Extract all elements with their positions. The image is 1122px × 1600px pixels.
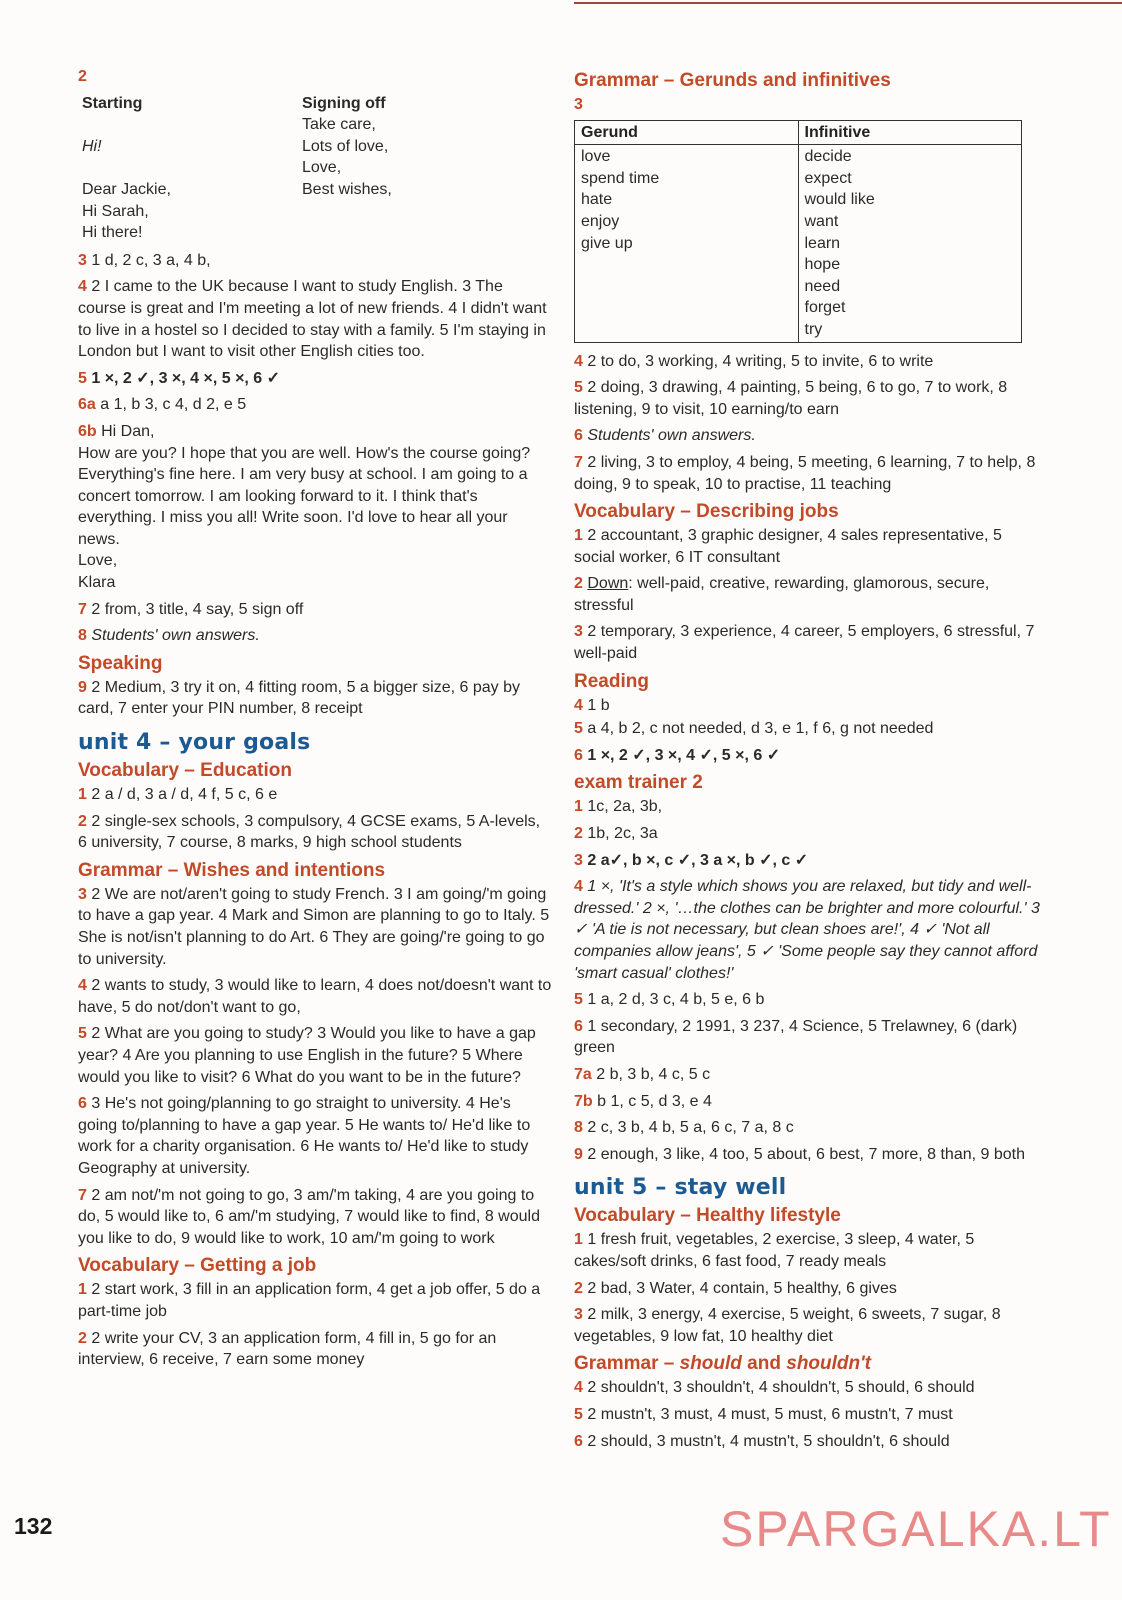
section-heading: Reading [574, 670, 649, 692]
unit-heading: unit 5 – stay well [574, 1175, 787, 1201]
letter-line: Klara [78, 574, 116, 592]
section-heading: Grammar – Wishes and intentions [78, 859, 386, 881]
answer: 6 2 should, 3 mustn't, 4 mustn't, 5 shouldn't, 6 should [574, 1432, 950, 1450]
greet-cell: Lots of love, [302, 137, 389, 155]
answer: 1 1 fresh fruit, vegetables, 2 exercise, 3 sleep, 4 water, 5 cakes/soft drinks, 6 fast food, 7 ready meals [574, 1231, 975, 1270]
page-number: 132 [14, 1513, 53, 1539]
letter-body: How are you? I hope that you are well. How's the course going? Everything's fine here. I am very busy at school. I am going to a concert tomorrow. I am looking forward to it. I think that's everything. I miss you all! Write soon. I'd love to hear all your news. [78, 444, 531, 548]
greet-cell: Take care, [302, 116, 376, 134]
answer: 3 2 milk, 3 energy, 4 exercise, 5 weight, 6 sweets, 7 sugar, 8 vegetables, 9 low fat, 10 healthy diet [574, 1306, 1001, 1345]
infinitive-header: Infinitive [798, 120, 1022, 145]
section-heading: Grammar – should and shouldn't [574, 1353, 871, 1375]
greet-cell: Dear Jackie, [82, 180, 171, 198]
section-heading: Vocabulary – Describing jobs [574, 501, 839, 523]
answer: 2 1b, 2c, 3a [574, 825, 658, 843]
answer: 5 a 4, b 2, c not needed, d 3, e 1, f 6, g not needed [574, 720, 934, 738]
answer: 5 1 a, 2 d, 3 c, 4 b, 5 e, 6 b [574, 991, 765, 1009]
greetings-table [82, 93, 553, 244]
answer: 4 1 ×, 'It's a style which shows you are relaxed, but tidy and well-dressed.' 2 ×, '…the clothes can be brighter and more colourful.' 3 ✓ 'A tie is not necessary, but clean shoes are!', 4 ✓ 'Not all companies allow jeans', 5 ✓ 'Some people say they cannot afford 'smart casual' clothes!' [574, 878, 1040, 982]
section-heading: Vocabulary – Getting a job [78, 1255, 317, 1277]
greet-cell [82, 114, 302, 136]
gerund-infinitive-table [574, 120, 1022, 343]
unit-heading: unit 4 – your goals [78, 730, 311, 756]
exercise-number: 3 [574, 96, 583, 113]
answer: 3 1 d, 2 c, 3 a, 4 b, [78, 251, 211, 269]
greet-cell [302, 222, 532, 244]
answer: 4 2 I came to the UK because I want to study English. 3 The course is great and I'm meeting a lot of new friends. 4 I didn't want to live in a hostel so I decided to stay with a family. 5 I'm staying in London but I want to visit other English cities too. [78, 278, 547, 361]
answer: 3 2 a✓, b ×, c ✓, 3 a ×, b ✓, c ✓ [574, 851, 809, 869]
answer: 6a a 1, b 3, c 4, d 2, e 5 [78, 396, 247, 414]
answer: 7a 2 b, 3 b, 4 c, 5 c [574, 1065, 711, 1083]
greet-cell [302, 201, 532, 223]
answer: 2 Down: well-paid, creative, rewarding, glamorous, secure, stressful [574, 575, 990, 614]
answer: 5 2 mustn't, 3 must, 4 must, 5 must, 6 mustn't, 7 must [574, 1405, 953, 1423]
starting-heading: Starting [82, 94, 143, 112]
answer: 4 1 b [574, 696, 610, 714]
section-heading: exam trainer 2 [574, 772, 703, 794]
answer: 1 2 a / d, 3 a / d, 4 f, 5 c, 6 e [78, 786, 278, 804]
answer: 9 2 enough, 3 like, 4 too, 5 about, 6 best, 7 more, 8 than, 9 both [574, 1145, 1025, 1163]
answer: 1 1c, 2a, 3b, [574, 798, 663, 816]
letter-line: Love, [78, 552, 118, 570]
section-heading: Vocabulary – Education [78, 760, 292, 782]
top-rule [574, 2, 1122, 4]
answer: 3 2 We are not/aren't going to study French. 3 I am going/'m going to have a gap year. 4 Mark and Simon are planning to go to Italy. 5 She is not/isn't planning to do Art. 6 They are going/'re going to go to university. [78, 885, 550, 968]
answer: 5 2 doing, 3 drawing, 4 painting, 5 being, 6 to go, 7 to work, 8 listening, 9 to visit, 10 earning/to earn [574, 379, 1008, 418]
gerund-header: Gerund [575, 120, 799, 145]
gerund-list: love spend time hate enjoy give up [575, 145, 799, 342]
section-heading: Speaking [78, 652, 163, 674]
right-column [574, 66, 1044, 1457]
exercise-number: 2 [78, 68, 87, 85]
answer: 5 2 What are you going to study? 3 Would you like to have a gap year? 4 Are you planning to use English in the future? 5 Where would you like to visit? 6 What do you want to be in the future? [78, 1025, 536, 1086]
answer: 9 2 Medium, 3 try it on, 4 fitting room, 5 a bigger size, 6 pay by card, 7 enter your PIN number, 8 receipt [78, 678, 520, 718]
greet-cell: Best wishes, [302, 180, 392, 198]
answer: 8 Students' own answers. [78, 627, 260, 645]
answer: 7 2 from, 3 title, 4 say, 5 sign off [78, 600, 304, 618]
greet-cell [82, 157, 302, 179]
watermark: SPARGALKA.LT [720, 1501, 1112, 1557]
answer: 1 2 accountant, 3 graphic designer, 4 sales representative, 5 social worker, 6 IT consultant [574, 527, 1002, 566]
answer: 8 2 c, 3 b, 4 b, 5 a, 6 c, 7 a, 8 c [574, 1119, 794, 1137]
answer: 7 2 am not/'m not going to go, 3 am/'m taking, 4 are you going to do, 5 would like to, 6 am/'m studying, 7 would like to find, 8 would you like to do, 9 would like to work, 10 am/'m going to work [78, 1186, 540, 1247]
infinitive-list: decide expect would like want learn hope need forget try [798, 145, 1022, 342]
section-heading: Vocabulary – Healthy lifestyle [574, 1205, 841, 1227]
answer: 4 2 to do, 3 working, 4 writing, 5 to invite, 6 to write [574, 352, 934, 370]
answer: 7b b 1, c 5, d 3, e 4 [574, 1092, 712, 1110]
answer: 6 Students' own answers. [574, 427, 756, 445]
answer: 3 2 temporary, 3 experience, 4 career, 5 employers, 6 stressful, 7 well-paid [574, 623, 1035, 663]
answer: 6 3 He's not going/planning to go straight to university. 4 He's going to/planning to have a gap year. 5 He wants to/ He'd like to work for a charity organisation. 6 He wants to/ He'd like to study Geography at university. [78, 1095, 531, 1177]
section-heading: Grammar – Gerunds and infinitives [574, 70, 891, 91]
greet-cell: Hi! [82, 137, 102, 155]
answer: 6 1 secondary, 2 1991, 3 237, 4 Science, 5 Trelawney, 6 (dark) green [574, 1017, 1018, 1057]
greet-cell: Hi Sarah, [82, 202, 149, 220]
signing-off-heading: Signing off [302, 94, 386, 112]
answer: 5 1 ×, 2 ✓, 3 ×, 4 ×, 5 ×, 6 ✓ [78, 369, 281, 387]
answer: 4 2 shouldn't, 3 shouldn't, 4 shouldn't, 5 should, 6 should [574, 1379, 975, 1397]
answer: 4 2 wants to study, 3 would like to learn, 4 does not/doesn't want to have, 5 do not/don't want to go, [78, 977, 552, 1016]
answer: 2 2 single-sex schools, 3 compulsory, 4 GCSE exams, 5 A-levels, 6 university, 7 course, 8 marks, 9 high school students [78, 812, 541, 852]
answer: 1 2 start work, 3 fill in an application form, 4 get a job offer, 5 do a part-time job [78, 1281, 541, 1320]
greet-cell: Hi there! [82, 224, 143, 242]
answer: 7 2 living, 3 to employ, 4 being, 5 meeting, 6 learning, 7 to help, 8 doing, 9 to speak, 10 to practise, 11 teaching [574, 453, 1036, 493]
answer: 2 2 write your CV, 3 an application form, 4 fill in, 5 go for an interview, 6 receive, 7 earn some money [78, 1329, 497, 1369]
greet-cell: Love, [302, 159, 342, 177]
left-column [78, 66, 553, 1376]
answer: 6 1 ×, 2 ✓, 3 ×, 4 ✓, 5 ×, 6 ✓ [574, 746, 781, 764]
answer: 6b Hi Dan, [78, 422, 155, 440]
answer: 2 2 bad, 3 Water, 4 contain, 5 healthy, 6 gives [574, 1279, 897, 1297]
